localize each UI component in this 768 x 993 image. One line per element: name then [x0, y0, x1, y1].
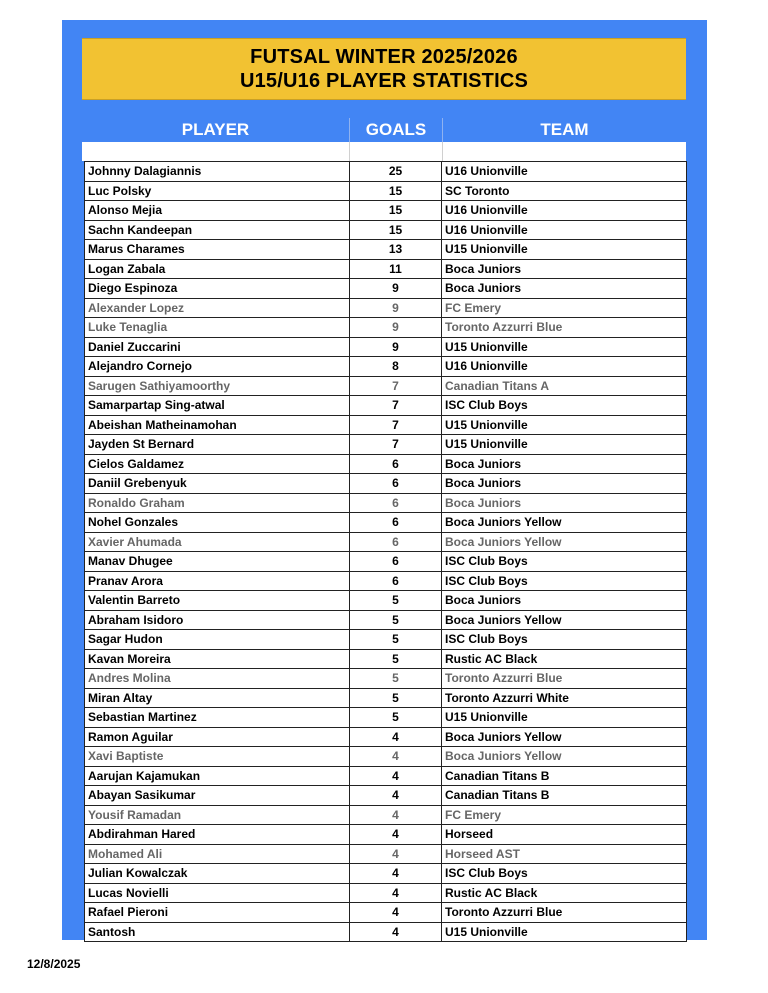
goals-cell: 9 — [350, 298, 442, 318]
goals-cell: 8 — [350, 357, 442, 377]
blank-cell — [349, 142, 442, 161]
player-name-cell: Abraham Isidoro — [85, 610, 350, 630]
table-row — [85, 513, 687, 533]
team-cell: Boca Juniors — [442, 279, 687, 299]
team-cell: Boca Juniors — [442, 493, 687, 513]
player-name-cell: Sebastian Martinez — [85, 708, 350, 728]
blank-cell — [82, 142, 349, 161]
team-cell: Toronto Azzurri White — [442, 688, 687, 708]
team-cell: ISC Club Boys — [442, 552, 687, 572]
goals-cell: 4 — [350, 805, 442, 825]
player-name-cell: Abeishan Matheinamohan — [85, 415, 350, 435]
team-cell: SC Toronto — [442, 181, 687, 201]
table-row — [85, 162, 687, 182]
player-name-cell: Nohel Gonzales — [85, 513, 350, 533]
table-row — [85, 435, 687, 455]
table-row — [85, 688, 687, 708]
goals-cell: 4 — [350, 922, 442, 942]
goals-cell: 4 — [350, 747, 442, 767]
goals-cell: 15 — [350, 181, 442, 201]
team-cell: U16 Unionville — [442, 162, 687, 182]
column-header-player: PLAYER — [181, 120, 250, 139]
table-row — [85, 883, 687, 903]
player-name-cell: Johnny Dalagiannis — [85, 162, 350, 182]
player-name-cell: Samarpartap Sing-atwal — [85, 396, 350, 416]
blank-cell — [442, 142, 686, 161]
player-name-cell: Alexander Lopez — [85, 298, 350, 318]
goals-cell: 5 — [350, 591, 442, 611]
player-name-cell: Xavier Ahumada — [85, 532, 350, 552]
player-stats-table — [84, 161, 687, 942]
title-line-1: FUTSAL WINTER 2025/2026 — [250, 46, 518, 68]
player-name-cell: Sagar Hudon — [85, 630, 350, 650]
team-cell: U15 Unionville — [442, 922, 687, 942]
team-cell: Canadian Titans B — [442, 786, 687, 806]
team-cell: U15 Unionville — [442, 415, 687, 435]
goals-cell: 9 — [350, 279, 442, 299]
blank-row — [82, 142, 686, 161]
table-row — [85, 376, 687, 396]
goals-cell: 5 — [350, 649, 442, 669]
table-row — [85, 396, 687, 416]
player-name-cell: Logan Zabala — [85, 259, 350, 279]
table-row — [85, 591, 687, 611]
column-header-row — [82, 118, 686, 142]
goals-cell: 5 — [350, 610, 442, 630]
table-row — [85, 552, 687, 572]
table-row — [85, 259, 687, 279]
goals-cell: 6 — [350, 513, 442, 533]
player-name-cell: Valentin Barreto — [85, 591, 350, 611]
goals-cell: 4 — [350, 727, 442, 747]
table-row — [85, 922, 687, 942]
goals-cell: 13 — [350, 240, 442, 260]
team-cell: Horseed — [442, 825, 687, 845]
table-row — [85, 805, 687, 825]
table-row — [85, 220, 687, 240]
team-cell: FC Emery — [442, 298, 687, 318]
player-name-cell: Marus Charames — [85, 240, 350, 260]
player-name-cell: Ronaldo Graham — [85, 493, 350, 513]
goals-cell: 11 — [350, 259, 442, 279]
goals-cell: 4 — [350, 766, 442, 786]
table-row — [85, 630, 687, 650]
team-cell: U15 Unionville — [442, 240, 687, 260]
title-banner — [82, 38, 686, 100]
goals-cell: 7 — [350, 435, 442, 455]
goals-cell: 15 — [350, 220, 442, 240]
table-row — [85, 864, 687, 884]
table-row — [85, 337, 687, 357]
goals-cell: 25 — [350, 162, 442, 182]
goals-cell: 6 — [350, 552, 442, 572]
table-row — [85, 454, 687, 474]
goals-cell: 4 — [350, 903, 442, 923]
team-cell: Canadian Titans B — [442, 766, 687, 786]
goals-cell: 6 — [350, 571, 442, 591]
team-cell: Horseed AST — [442, 844, 687, 864]
team-cell: FC Emery — [442, 805, 687, 825]
team-cell: U16 Unionville — [442, 357, 687, 377]
goals-cell: 7 — [350, 415, 442, 435]
player-name-cell: Miran Altay — [85, 688, 350, 708]
player-name-cell: Aarujan Kajamukan — [85, 766, 350, 786]
goals-cell: 5 — [350, 688, 442, 708]
player-name-cell: Mohamed Ali — [85, 844, 350, 864]
player-name-cell: Andres Molina — [85, 669, 350, 689]
team-cell: Rustic AC Black — [442, 883, 687, 903]
table-row — [85, 298, 687, 318]
table-row — [85, 747, 687, 767]
player-name-cell: Abdirahman Hared — [85, 825, 350, 845]
team-cell: Rustic AC Black — [442, 649, 687, 669]
goals-cell: 5 — [350, 708, 442, 728]
team-cell: Boca Juniors — [442, 474, 687, 494]
goals-cell: 6 — [350, 474, 442, 494]
table-row — [85, 708, 687, 728]
team-cell: Toronto Azzurri Blue — [442, 318, 687, 338]
table-row — [85, 474, 687, 494]
team-cell: Boca Juniors Yellow — [442, 610, 687, 630]
table-row — [85, 181, 687, 201]
player-name-cell: Alejandro Cornejo — [85, 357, 350, 377]
table-row — [85, 318, 687, 338]
table-row — [85, 786, 687, 806]
team-cell: Boca Juniors Yellow — [442, 727, 687, 747]
team-cell: U15 Unionville — [442, 708, 687, 728]
player-name-cell: Ramon Aguilar — [85, 727, 350, 747]
player-name-cell: Yousif Ramadan — [85, 805, 350, 825]
player-name-cell: Cielos Galdamez — [85, 454, 350, 474]
player-name-cell: Luc Polsky — [85, 181, 350, 201]
player-name-cell: Luke Tenaglia — [85, 318, 350, 338]
table-row — [85, 201, 687, 221]
table-row — [85, 279, 687, 299]
player-name-cell: Pranav Arora — [85, 571, 350, 591]
player-name-cell: Rafael Pieroni — [85, 903, 350, 923]
goals-cell: 4 — [350, 825, 442, 845]
team-cell: ISC Club Boys — [442, 396, 687, 416]
column-header-goals: GOALS — [349, 118, 442, 142]
goals-cell: 6 — [350, 532, 442, 552]
team-cell: Toronto Azzurri Blue — [442, 669, 687, 689]
player-name-cell: Diego Espinoza — [85, 279, 350, 299]
player-name-cell: Manav Dhugee — [85, 552, 350, 572]
player-name-cell: Daniil Grebenyuk — [85, 474, 350, 494]
player-stats-body — [85, 162, 687, 942]
goals-cell: 7 — [350, 376, 442, 396]
player-name-cell: Alonso Mejia — [85, 201, 350, 221]
column-header-team: TEAM — [442, 118, 686, 142]
goals-cell: 9 — [350, 337, 442, 357]
team-cell: Boca Juniors Yellow — [442, 532, 687, 552]
team-cell: U16 Unionville — [442, 201, 687, 221]
player-name-cell: Xavi Baptiste — [85, 747, 350, 767]
team-cell: Toronto Azzurri Blue — [442, 903, 687, 923]
table-row — [85, 766, 687, 786]
goals-cell: 4 — [350, 786, 442, 806]
player-name-cell: Abayan Sasikumar — [85, 786, 350, 806]
table-row — [85, 825, 687, 845]
team-cell: Boca Juniors — [442, 454, 687, 474]
table-row — [85, 903, 687, 923]
table-row — [85, 493, 687, 513]
team-cell: ISC Club Boys — [442, 864, 687, 884]
team-cell: Boca Juniors Yellow — [442, 513, 687, 533]
print-date: 12/8/2025 — [27, 957, 81, 971]
team-cell: ISC Club Boys — [442, 630, 687, 650]
team-cell: U15 Unionville — [442, 337, 687, 357]
player-name-cell: Santosh — [85, 922, 350, 942]
team-cell: Boca Juniors — [442, 591, 687, 611]
player-name-cell: Jayden St Bernard — [85, 435, 350, 455]
player-name-cell: Lucas Novielli — [85, 883, 350, 903]
team-cell: ISC Club Boys — [442, 571, 687, 591]
title-line-2: U15/U16 PLAYER STATISTICS — [239, 70, 529, 92]
player-name-cell: Julian Kowalczak — [85, 864, 350, 884]
table-row — [85, 727, 687, 747]
player-name-cell: Sachn Kandeepan — [85, 220, 350, 240]
goals-cell: 5 — [350, 669, 442, 689]
table-row — [85, 649, 687, 669]
team-cell: Boca Juniors Yellow — [442, 747, 687, 767]
player-name-cell: Daniel Zuccarini — [85, 337, 350, 357]
team-cell: Canadian Titans A — [442, 376, 687, 396]
goals-cell: 7 — [350, 396, 442, 416]
goals-cell: 4 — [350, 864, 442, 884]
team-cell: U15 Unionville — [442, 435, 687, 455]
team-cell: Boca Juniors — [442, 259, 687, 279]
goals-cell: 15 — [350, 201, 442, 221]
table-row — [85, 357, 687, 377]
goals-cell: 4 — [350, 883, 442, 903]
goals-cell: 4 — [350, 844, 442, 864]
table-row — [85, 240, 687, 260]
table-row — [85, 669, 687, 689]
goals-cell: 9 — [350, 318, 442, 338]
table-row — [85, 532, 687, 552]
goals-cell: 6 — [350, 454, 442, 474]
table-row — [85, 571, 687, 591]
table-row — [85, 610, 687, 630]
team-cell: U16 Unionville — [442, 220, 687, 240]
table-row — [85, 844, 687, 864]
goals-cell: 5 — [350, 630, 442, 650]
goals-cell: 6 — [350, 493, 442, 513]
player-name-cell: Kavan Moreira — [85, 649, 350, 669]
player-name-cell: Sarugen Sathiyamoorthy — [85, 376, 350, 396]
table-row — [85, 415, 687, 435]
